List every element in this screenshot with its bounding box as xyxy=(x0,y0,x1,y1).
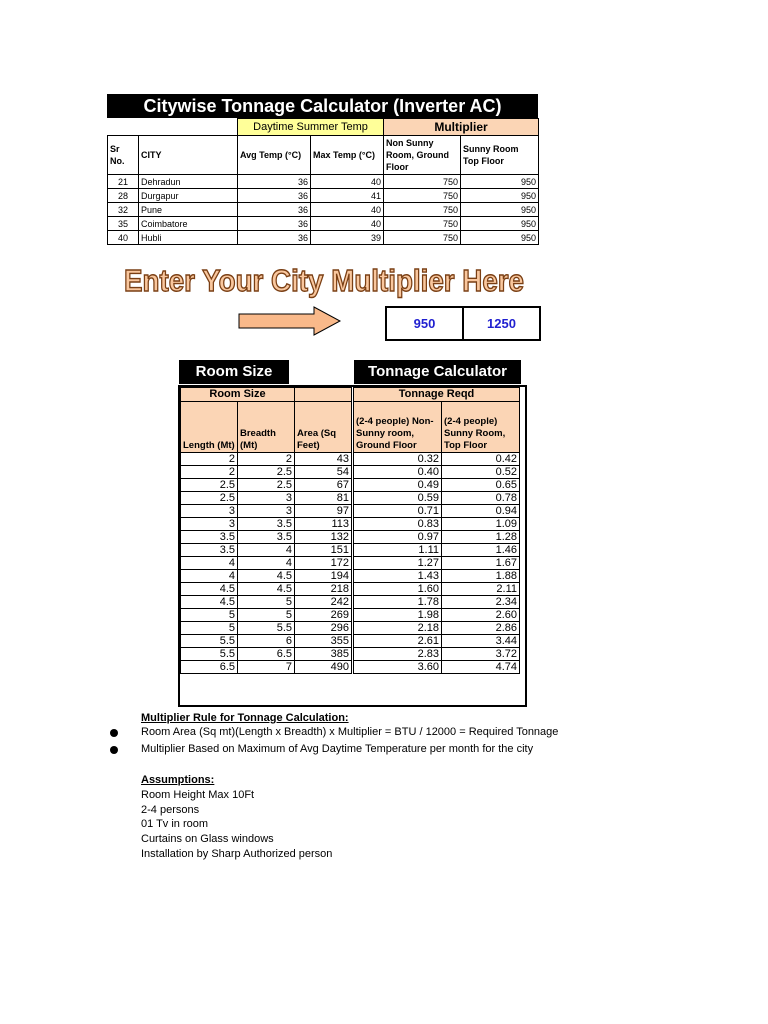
col-header-sunny-tonnage: (2-4 people) Sunny Room, Top Floor xyxy=(442,402,520,453)
sunny-tonnage-cell: 2.34 xyxy=(442,596,520,609)
col-header-non-sunny: Non Sunny Room, Ground Floor xyxy=(384,136,461,175)
length-cell[interactable]: 4.5 xyxy=(181,583,238,596)
non-sunny-tonnage-cell: 2.61 xyxy=(354,635,442,648)
city-table xyxy=(107,118,539,245)
breadth-cell[interactable]: 7 xyxy=(238,661,295,674)
non-sunny-tonnage-cell: 3.60 xyxy=(354,661,442,674)
assumption-item: 2-4 persons xyxy=(141,804,200,816)
city-cell: Hubli xyxy=(139,231,238,245)
table-row xyxy=(181,570,520,583)
length-cell[interactable]: 6.5 xyxy=(181,661,238,674)
non-sunny-tonnage-cell: 1.11 xyxy=(354,544,442,557)
sunny-tonnage-cell: 2.11 xyxy=(442,583,520,596)
breadth-cell[interactable]: 2.5 xyxy=(238,466,295,479)
max-temp-cell[interactable]: 41 xyxy=(311,189,384,203)
area-cell: 54 xyxy=(295,466,352,479)
max-temp-cell[interactable]: 40 xyxy=(311,217,384,231)
right-arrow-icon xyxy=(238,306,342,336)
city-cell: Dehradun xyxy=(139,175,238,189)
length-cell[interactable]: 3.5 xyxy=(181,531,238,544)
non-sunny-tonnage-cell: 2.18 xyxy=(354,622,442,635)
non-sunny-mult-cell[interactable]: 750 xyxy=(384,175,461,189)
rule-bullet-2: Multiplier Based on Maximum of Avg Daytime Temperature per month for the city xyxy=(141,743,534,755)
table-row xyxy=(181,583,520,596)
non-sunny-mult-cell[interactable]: 750 xyxy=(384,217,461,231)
sunny-tonnage-cell: 1.46 xyxy=(442,544,520,557)
non-sunny-tonnage-cell: 1.43 xyxy=(354,570,442,583)
breadth-cell[interactable]: 3 xyxy=(238,492,295,505)
avg-temp-cell[interactable]: 36 xyxy=(238,217,311,231)
assumptions-title: Assumptions: xyxy=(141,774,215,786)
breadth-cell[interactable]: 3 xyxy=(238,505,295,518)
sunny-tonnage-cell: 0.65 xyxy=(442,479,520,492)
sunny-tonnage-cell: 4.74 xyxy=(442,661,520,674)
non-sunny-tonnage-cell: 1.78 xyxy=(354,596,442,609)
table-row xyxy=(181,466,520,479)
sunny-mult-cell[interactable]: 950 xyxy=(461,231,539,245)
tonnage-calculator-title: Tonnage Calculator xyxy=(354,360,521,384)
room-tonnage-table xyxy=(180,387,520,674)
sunny-mult-cell[interactable]: 950 xyxy=(461,203,539,217)
sunny-mult-cell[interactable]: 950 xyxy=(461,217,539,231)
max-temp-cell[interactable]: 39 xyxy=(311,231,384,245)
enter-multiplier-banner xyxy=(114,258,534,302)
city-cell: Durgapur xyxy=(139,189,238,203)
col-header-breadth: Breadth (Mt) xyxy=(238,402,295,453)
area-cell: 194 xyxy=(295,570,352,583)
avg-temp-cell[interactable]: 36 xyxy=(238,203,311,217)
table-row xyxy=(181,661,520,674)
length-cell[interactable]: 4.5 xyxy=(181,596,238,609)
breadth-cell[interactable]: 2.5 xyxy=(238,479,295,492)
sunny-tonnage-cell: 0.94 xyxy=(442,505,520,518)
length-cell[interactable]: 5 xyxy=(181,609,238,622)
non-sunny-mult-cell[interactable]: 750 xyxy=(384,189,461,203)
breadth-cell[interactable]: 4.5 xyxy=(238,583,295,596)
bullet-icon xyxy=(110,746,118,754)
sunny-tonnage-cell: 0.78 xyxy=(442,492,520,505)
length-cell[interactable]: 4 xyxy=(181,557,238,570)
length-cell[interactable]: 5 xyxy=(181,622,238,635)
length-cell[interactable]: 2.5 xyxy=(181,492,238,505)
breadth-cell[interactable]: 4 xyxy=(238,557,295,570)
area-cell: 172 xyxy=(295,557,352,570)
non-sunny-tonnage-cell: 1.60 xyxy=(354,583,442,596)
non-sunny-multiplier-input[interactable]: 950 xyxy=(386,307,463,340)
temp-group-header: Daytime Summer Temp xyxy=(238,119,384,136)
breadth-cell[interactable]: 2 xyxy=(238,453,295,466)
breadth-cell[interactable]: 5.5 xyxy=(238,622,295,635)
area-cell: 97 xyxy=(295,505,352,518)
multiplier-input-box xyxy=(385,306,541,341)
assumption-item: Curtains on Glass windows xyxy=(141,833,274,845)
sunny-tonnage-cell: 2.60 xyxy=(442,609,520,622)
bullet-icon xyxy=(110,729,118,737)
area-cell: 385 xyxy=(295,648,352,661)
non-sunny-mult-cell[interactable]: 750 xyxy=(384,231,461,245)
area-cell: 113 xyxy=(295,518,352,531)
sunny-tonnage-cell: 0.42 xyxy=(442,453,520,466)
avg-temp-cell[interactable]: 36 xyxy=(238,175,311,189)
non-sunny-tonnage-cell: 0.32 xyxy=(354,453,442,466)
length-cell[interactable]: 3.5 xyxy=(181,544,238,557)
length-cell[interactable]: 4 xyxy=(181,570,238,583)
length-cell[interactable]: 5.5 xyxy=(181,648,238,661)
area-cell: 490 xyxy=(295,661,352,674)
area-cell: 269 xyxy=(295,609,352,622)
area-cell: 132 xyxy=(295,531,352,544)
breadth-cell[interactable]: 4.5 xyxy=(238,570,295,583)
col-header-city: CITY xyxy=(139,136,238,175)
avg-temp-cell[interactable]: 36 xyxy=(238,231,311,245)
non-sunny-tonnage-cell: 1.98 xyxy=(354,609,442,622)
sunny-tonnage-cell: 1.67 xyxy=(442,557,520,570)
col-header-area: Area (Sq Feet) xyxy=(295,402,352,453)
non-sunny-tonnage-cell: 0.71 xyxy=(354,505,442,518)
breadth-cell[interactable]: 5 xyxy=(238,609,295,622)
city-cell: Coimbatore xyxy=(139,217,238,231)
area-cell: 242 xyxy=(295,596,352,609)
banner-text: Enter Your City Multiplier Here xyxy=(124,263,524,298)
sunny-mult-cell[interactable]: 950 xyxy=(461,175,539,189)
multiplier-group-header: Multiplier xyxy=(384,119,539,136)
table-row xyxy=(181,492,520,505)
blank-cell xyxy=(139,119,238,136)
non-sunny-tonnage-cell: 1.27 xyxy=(354,557,442,570)
non-sunny-tonnage-cell: 0.49 xyxy=(354,479,442,492)
room-size-group-header: Room Size xyxy=(181,388,295,402)
rule-title: Multiplier Rule for Tonnage Calculation: xyxy=(141,712,349,724)
sunny-tonnage-cell: 3.44 xyxy=(442,635,520,648)
breadth-cell[interactable]: 6.5 xyxy=(238,648,295,661)
sunny-mult-cell[interactable]: 950 xyxy=(461,189,539,203)
assumption-item: Room Height Max 10Ft xyxy=(141,789,255,801)
length-cell[interactable]: 2 xyxy=(181,466,238,479)
table-row xyxy=(108,175,539,189)
length-cell[interactable]: 2 xyxy=(181,453,238,466)
room-table-body xyxy=(181,453,520,674)
table-row xyxy=(181,453,520,466)
table-row xyxy=(108,217,539,231)
sunny-tonnage-cell: 3.72 xyxy=(442,648,520,661)
table-row xyxy=(181,505,520,518)
non-sunny-tonnage-cell: 0.59 xyxy=(354,492,442,505)
col-header-length: Length (Mt) xyxy=(181,402,238,453)
non-sunny-tonnage-cell: 0.83 xyxy=(354,518,442,531)
table-row xyxy=(108,203,539,217)
breadth-cell[interactable]: 3.5 xyxy=(238,518,295,531)
sr-no-cell: 28 xyxy=(108,189,139,203)
table-row xyxy=(181,648,520,661)
room-size-title: Room Size xyxy=(179,360,289,384)
sr-no-cell: 21 xyxy=(108,175,139,189)
table-row xyxy=(181,635,520,648)
sunny-multiplier-input[interactable]: 1250 xyxy=(463,307,540,340)
area-cell: 355 xyxy=(295,635,352,648)
area-cell: 151 xyxy=(295,544,352,557)
area-cell: 296 xyxy=(295,622,352,635)
sunny-tonnage-cell: 2.86 xyxy=(442,622,520,635)
area-cell: 218 xyxy=(295,583,352,596)
table-row xyxy=(181,531,520,544)
sr-no-cell: 35 xyxy=(108,217,139,231)
avg-temp-cell[interactable]: 36 xyxy=(238,189,311,203)
length-cell[interactable]: 2.5 xyxy=(181,479,238,492)
table-row xyxy=(181,544,520,557)
tonnage-reqd-group-header: Tonnage Reqd xyxy=(354,388,520,402)
breadth-cell[interactable]: 5 xyxy=(238,596,295,609)
max-temp-cell[interactable]: 40 xyxy=(311,175,384,189)
area-cell: 81 xyxy=(295,492,352,505)
table-row xyxy=(108,231,539,245)
blank-header-cell xyxy=(295,388,352,402)
area-cell: 67 xyxy=(295,479,352,492)
city-cell: Pune xyxy=(139,203,238,217)
table-row xyxy=(181,518,520,531)
sunny-tonnage-cell: 1.28 xyxy=(442,531,520,544)
table-row xyxy=(181,596,520,609)
max-temp-cell[interactable]: 40 xyxy=(311,203,384,217)
sunny-tonnage-cell: 0.52 xyxy=(442,466,520,479)
length-cell[interactable]: 3 xyxy=(181,518,238,531)
col-header-avg-temp: Avg Temp (°C) xyxy=(238,136,311,175)
col-header-non-sunny-tonnage: (2-4 people) Non-Sunny room, Ground Floor xyxy=(354,402,442,453)
city-table-title: Citywise Tonnage Calculator (Inverter AC) xyxy=(107,94,538,118)
table-row xyxy=(181,622,520,635)
assumption-item: 01 Tv in room xyxy=(141,818,209,830)
blank-cell xyxy=(108,119,139,136)
non-sunny-tonnage-cell: 0.40 xyxy=(354,466,442,479)
table-row xyxy=(181,479,520,492)
non-sunny-tonnage-cell: 2.83 xyxy=(354,648,442,661)
rule-bullet-1: Room Area (Sq mt)(Length x Breadth) x Multiplier = BTU / 12000 = Required Tonnage xyxy=(141,726,559,738)
col-header-sunny: Sunny Room Top Floor xyxy=(461,136,539,175)
non-sunny-tonnage-cell: 0.97 xyxy=(354,531,442,544)
assumption-item: Installation by Sharp Authorized person xyxy=(141,848,333,860)
breadth-cell[interactable]: 3.5 xyxy=(238,531,295,544)
col-header-sr-no: Sr No. xyxy=(108,136,139,175)
table-row xyxy=(181,557,520,570)
table-row xyxy=(181,609,520,622)
sr-no-cell: 40 xyxy=(108,231,139,245)
breadth-cell[interactable]: 4 xyxy=(238,544,295,557)
col-header-max-temp: Max Temp (°C) xyxy=(311,136,384,175)
length-cell[interactable]: 5.5 xyxy=(181,635,238,648)
table-row xyxy=(108,189,539,203)
area-cell: 43 xyxy=(295,453,352,466)
length-cell[interactable]: 3 xyxy=(181,505,238,518)
sunny-tonnage-cell: 1.09 xyxy=(442,518,520,531)
breadth-cell[interactable]: 6 xyxy=(238,635,295,648)
sr-no-cell: 32 xyxy=(108,203,139,217)
non-sunny-mult-cell[interactable]: 750 xyxy=(384,203,461,217)
sunny-tonnage-cell: 1.88 xyxy=(442,570,520,583)
